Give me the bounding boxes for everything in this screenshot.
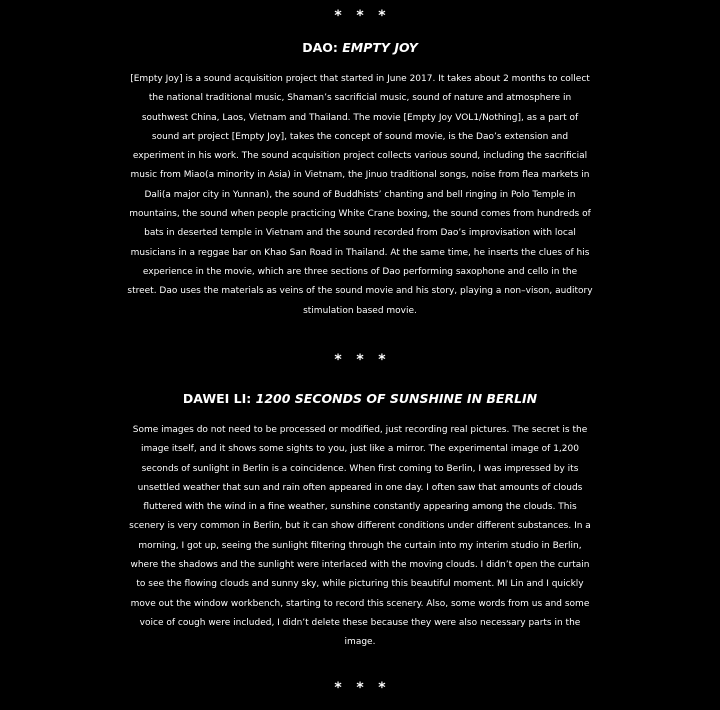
artist-name: DAWEI LI: (182, 391, 252, 406)
section-title (0, 40, 720, 56)
text-line: music from Miao(a minority in Asia) in Vietnam, the Jinuo traditional songs, noise from flea markets in (130, 170, 590, 181)
section-description (0, 421, 720, 653)
text-line: stimulation based movie. (303, 305, 417, 316)
text-line: where the shadows and the sunlight were interlaced with the moving clouds. I didn’t open the curtain (130, 560, 590, 571)
text-line: bats in deserted temple in Vietnam and the sound recorded from Dao’s improvisation with local (144, 228, 576, 239)
text-line: mountains, the sound when people practicing White Crane boxing, the sound comes from hundreds of (129, 209, 591, 220)
text-line: street. Dao uses the materials as veins of the sound movie and his story, playing a non–vison, auditory (127, 286, 593, 297)
text-line: [Empty Joy] is a sound acquisition project that started in June 2017. It takes about 2 months to collect (130, 74, 590, 84)
text-line: southwest China, Laos, Vietnam and Thailand. The movie [Empty Joy VOL1/Nothing], as a part of (141, 112, 579, 123)
text-line: scenery is very common in Berlin, but it can show different conditions under different substances. In a (129, 521, 591, 532)
work-title: EMPTY JOY (342, 40, 418, 55)
text-line: to see the flowing clouds and sunny sky, while picturing this beautiful moment. MI Lin and I quickly (136, 579, 584, 590)
artist-name: DAO: (302, 40, 338, 55)
section-description (0, 70, 720, 321)
section-separator: * * * (334, 352, 386, 368)
text-line: seconds of sunlight in Berlin is a coincidence. When first coming to Berlin, I was impressed by its (141, 463, 579, 474)
text-line: the national traditional music, Shaman’s sacrificial music, sound of nature and atmosphere in (148, 93, 572, 104)
text-line: voice of cough were included, I didn’t delete these because they were also necessary parts in the (139, 617, 581, 628)
text-line: musicians in a reggae bar on Khao San Road in Thailand. At the same time, he inserts the clues of his (130, 247, 590, 258)
text-line: Some images do not need to be processed or modified, just recording real pictures. The secret is the (132, 425, 588, 435)
section-separator: * * * (334, 680, 386, 696)
text-line: experiment in his work. The sound acquisition project collects various sound, including the sacrificial (132, 151, 588, 162)
text-line: experience in the movie, which are three sections of Dao performing saxophone and cello in the (142, 266, 578, 277)
text-line: image itself, and it shows some sights to you, just like a mirror. The experimental image of 1,200 (141, 444, 579, 455)
text-line: unsettled weather that sun and rain often appeared in one day. I often saw that amounts of clouds (137, 482, 583, 493)
section-separator: * * * (334, 8, 386, 24)
section-title (0, 391, 720, 407)
work-title: 1200 SECONDS OF SUNSHINE IN BERLIN (255, 391, 538, 406)
text-line: move out the window workbench, starting to record this scenery. Also, some words from us and some (130, 598, 590, 609)
text-line: sound art project [Empty Joy], takes the concept of sound movie, is the Dao’s extension and (151, 131, 569, 142)
text-line: Dali(a major city in Yunnan), the sound of Buddhists’ chanting and bell ringing in Polo Temple in (144, 189, 576, 200)
text-line: image. (344, 637, 376, 648)
text-line: morning, I got up, seeing the sunlight filtering through the curtain into my interim studio in Berlin, (138, 540, 582, 551)
text-line: fluttered with the wind in a fine weather, sunshine constantly appearing among the clouds. This (143, 502, 577, 513)
